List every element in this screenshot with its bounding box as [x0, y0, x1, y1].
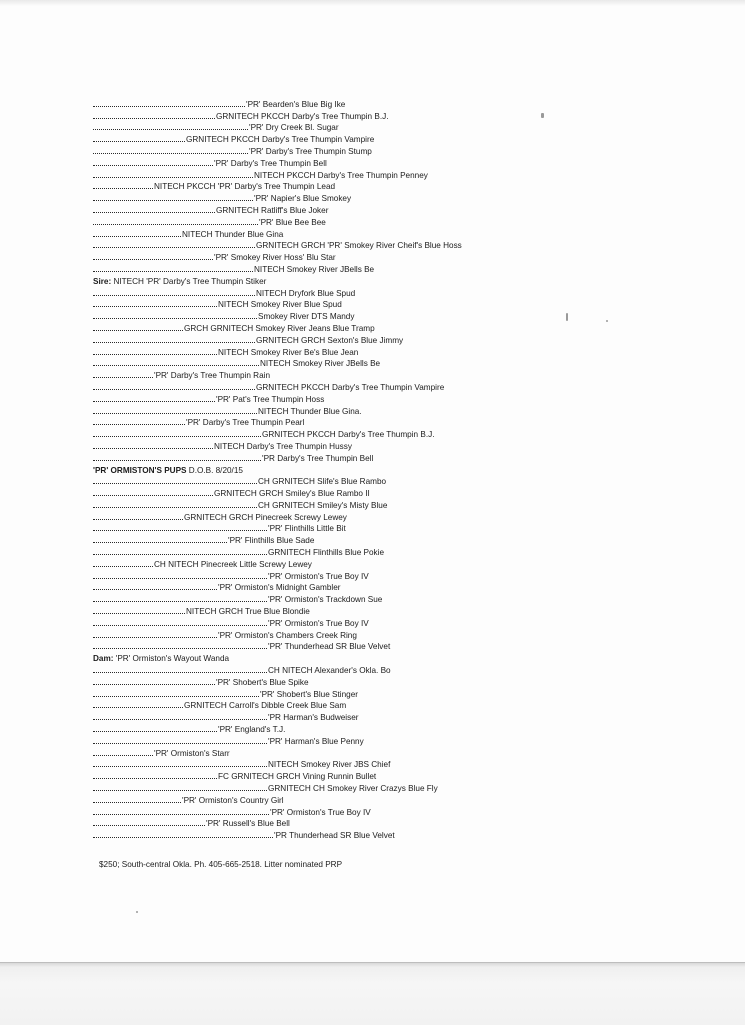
scan-speck [136, 911, 138, 913]
leader-dashes [93, 589, 217, 590]
pedigree-line: 'PR' England's T.J. [93, 723, 513, 735]
leader-dashes [93, 389, 255, 390]
pedigree-line: NITECH Smokey River JBells Be [93, 263, 513, 275]
pedigree-line: GRNITECH CH Smokey River Crazys Blue Fly [93, 782, 513, 794]
leader-dashes [93, 542, 227, 543]
footer-note: $250; South-central Okla. Ph. 405-665-2518. Litter nominated PRP [99, 860, 343, 869]
leader-dashes [93, 365, 259, 366]
pedigree-line: 'PR' Russell's Blue Bell [93, 818, 513, 830]
pedigree-line: 'PR' Darby's Tree Thumpin Bell [93, 157, 513, 169]
leader-dashes [93, 200, 253, 201]
pedigree-line: GRNITECH PKCCH Darby's Tree Thumpin Vampire [93, 133, 513, 145]
pedigree-line: 'PR' Napier's Blue Smokey [93, 192, 513, 204]
leader-dashes [93, 129, 248, 130]
leader-dashes [93, 625, 267, 626]
pedigree-line: CH GRNITECH Slife's Blue Rambo [93, 476, 513, 488]
leader-dashes [93, 401, 215, 402]
pedigree-line: 'PR' Ormiston's True Boy IV [93, 806, 513, 818]
pedigree-line: 'PR' Thunderhead SR Blue Velvet [93, 641, 513, 653]
pedigree-line: GRNITECH GRCH Smiley's Blue Rambo II [93, 487, 513, 499]
leader-dashes [93, 118, 215, 119]
pedigree-line: GRNITECH Flinthills Blue Pokie [93, 546, 513, 558]
leader-dashes [93, 354, 217, 355]
pups-heading [93, 464, 513, 476]
leader-dashes [93, 755, 153, 756]
sire-name: NITECH 'PR' Darby's Tree Thumpin Stiker [113, 276, 267, 286]
pups-dob: D.O.B. 8/20/15 [188, 465, 243, 475]
pedigree-line: GRNITECH GRCH 'PR' Smokey River Cheif's Blue Hoss [93, 240, 513, 252]
pedigree-line: Smokey River DTS Mandy [93, 310, 513, 322]
pedigree-line: 'PR' Darby's Tree Thumpin Rain [93, 369, 513, 381]
pedigree-line: GRNITECH PKCCH Darby's Tree Thumpin Vampire [93, 381, 513, 393]
pedigree-line: 'PR Harman's Budweiser [93, 711, 513, 723]
sire-label: Sire: [93, 276, 112, 286]
pedigree-line: 'PR' Darby's Tree Thumpin Pearl [93, 417, 513, 429]
pedigree-line: 'PR' Ormiston's True Boy IV [93, 570, 513, 582]
leader-dashes [93, 766, 267, 767]
pedigree-line: GRNITECH GRCH Pinecreek Screwy Lewey [93, 511, 513, 523]
pedigree-line: GRNITECH GRCH Sexton's Blue Jimmy [93, 334, 513, 346]
leader-dashes [93, 295, 255, 296]
pedigree-line: 'PR' Blue Bee Bee [93, 216, 513, 228]
pedigree-line: NITECH Smokey River JBS Chief [93, 759, 513, 771]
leader-dashes [93, 778, 217, 779]
leader-dashes [93, 330, 183, 331]
pedigree-line: NITECH Smokey River JBells Be [93, 358, 513, 370]
pedigree-line: 'PR' Shobert's Blue Spike [93, 676, 513, 688]
leader-dashes [93, 106, 245, 107]
pedigree-line: NITECH PKCCH 'PR' Darby's Tree Thumpin Lead [93, 181, 513, 193]
leader-dashes [93, 271, 253, 272]
pedigree-line: NITECH Thunder Blue Gina [93, 228, 513, 240]
leader-dashes [93, 318, 257, 319]
leader-dashes [93, 259, 213, 260]
leader-dashes [93, 731, 217, 732]
pedigree-line: 'PR' Ormiston's Midnight Gambler [93, 582, 513, 594]
scan-speck [566, 313, 568, 321]
leader-dashes [93, 648, 267, 649]
leader-dashes [93, 696, 259, 697]
pedigree-line: NITECH Thunder Blue Gina. [93, 405, 513, 417]
leader-dashes [93, 637, 217, 638]
pedigree-line: 'PR' Flinthills Little Bit [93, 523, 513, 535]
pedigree-line: 'PR' Dry Creek Bl. Sugar [93, 122, 513, 134]
leader-dashes [93, 424, 185, 425]
pedigree-line: NITECH Darby's Tree Thumpin Hussy [93, 440, 513, 452]
leader-dashes [93, 837, 273, 838]
dam-line [93, 652, 513, 664]
pedigree-line: 'PR Thunderhead SR Blue Velvet [93, 829, 513, 841]
pedigree-line: GRNITECH PKCCH Darby's Tree Thumpin B.J. [93, 428, 513, 440]
scan-speck [606, 320, 608, 322]
leader-dashes [93, 566, 153, 567]
pedigree-line: 'PR Darby's Tree Thumpin Bell [93, 452, 513, 464]
leader-dashes [93, 483, 257, 484]
leader-dashes [93, 519, 183, 520]
leader-dashes [93, 613, 185, 614]
page-top-edge [0, 0, 745, 6]
pedigree-line: 'PR' Darby's Tree Thumpin Stump [93, 145, 513, 157]
leader-dashes [93, 212, 215, 213]
pedigree-line: 'PR' Ormiston's Starr [93, 747, 513, 759]
leader-dashes [93, 743, 267, 744]
pups-title: 'PR' ORMISTON'S PUPS [93, 465, 187, 475]
leader-dashes [93, 707, 183, 708]
leader-dashes [93, 224, 258, 225]
pedigree-line: CH NITECH Pinecreek Little Screwy Lewey [93, 558, 513, 570]
leader-dashes [93, 530, 267, 531]
pedigree-line: NITECH Dryfork Blue Spud [93, 287, 513, 299]
leader-dashes [93, 684, 215, 685]
pedigree-line: NITECH GRCH True Blue Blondie [93, 605, 513, 617]
dam-label: Dam: [93, 654, 114, 664]
leader-dashes [93, 141, 185, 142]
leader-dashes [93, 672, 267, 673]
leader-dashes [93, 460, 261, 461]
sire-line [93, 275, 513, 287]
pedigree-line: 'PR' Smokey River Hoss' Blu Star [93, 251, 513, 263]
leader-dashes [93, 578, 267, 579]
scan-speck [541, 113, 544, 118]
leader-dashes [93, 507, 257, 508]
pedigree-line: NITECH PKCCH Darby's Tree Thumpin Penney [93, 169, 513, 181]
pedigree-line: 'PR' Pat's Tree Thumpin Hoss [93, 393, 513, 405]
pedigree-line: NITECH Smokey River Be's Blue Jean [93, 346, 513, 358]
leader-dashes [93, 802, 181, 803]
leader-dashes [93, 790, 267, 791]
pedigree-line: FC GRNITECH GRCH Vining Runnin Bullet [93, 770, 513, 782]
dam-name: 'PR' Ormiston's Wayout Wanda [115, 654, 230, 664]
leader-dashes [93, 436, 261, 437]
leader-dashes [93, 554, 267, 555]
leader-dashes [93, 153, 248, 154]
pedigree-chart [93, 98, 513, 841]
pedigree-line: GRNITECH PKCCH Darby's Tree Thumpin B.J. [93, 110, 513, 122]
leader-dashes [93, 236, 181, 237]
pedigree-line: 'PR' Bearden's Blue Big Ike [93, 98, 513, 110]
leader-dashes [93, 825, 205, 826]
pedigree-line: 'PR' Ormiston's True Boy IV [93, 617, 513, 629]
leader-dashes [93, 165, 213, 166]
leader-dashes [93, 495, 213, 496]
pedigree-line: CH NITECH Alexander's Okla. Bo [93, 664, 513, 676]
leader-dashes [93, 188, 153, 189]
pedigree-line: GRNITECH Ratliff's Blue Joker [93, 204, 513, 216]
pedigree-line: 'PR' Ormiston's Trackdown Sue [93, 593, 513, 605]
leader-dashes [93, 306, 217, 307]
pedigree-line: GRCH GRNITECH Smokey River Jeans Blue Tramp [93, 322, 513, 334]
leader-dashes [93, 814, 269, 815]
pedigree-line: 'PR' Ormiston's Chambers Creek Ring [93, 629, 513, 641]
leader-dashes [93, 448, 213, 449]
pedigree-line: 'PR' Shobert's Blue Stinger [93, 688, 513, 700]
leader-dashes [93, 177, 253, 178]
leader-dashes [93, 377, 153, 378]
pedigree-line: GRNITECH Carroll's Dibble Creek Blue Sam [93, 700, 513, 712]
leader-dashes [93, 719, 267, 720]
leader-dashes [93, 342, 255, 343]
pedigree-line: 'PR' Harman's Blue Penny [93, 735, 513, 747]
pedigree-line: NITECH Smokey River Blue Spud [93, 299, 513, 311]
leader-dashes [93, 413, 257, 414]
scan-bottom-edge [0, 962, 745, 1025]
pedigree-line: 'PR' Flinthills Blue Sade [93, 534, 513, 546]
leader-dashes [93, 601, 267, 602]
pedigree-line: 'PR' Ormiston's Country Girl [93, 794, 513, 806]
pedigree-line: CH GRNITECH Smiley's Misty Blue [93, 499, 513, 511]
leader-dashes [93, 247, 255, 248]
